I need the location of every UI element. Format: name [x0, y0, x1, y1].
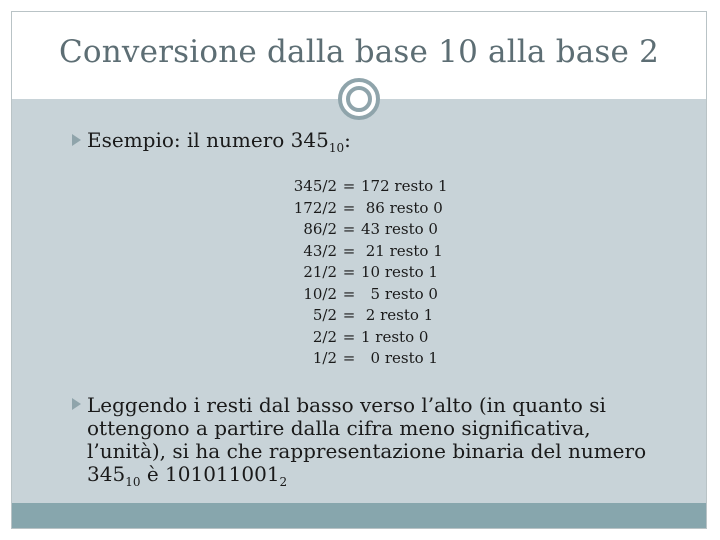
division-expression: 2/2	[312, 327, 337, 346]
conclusion-subscript-base2: 2	[279, 475, 288, 489]
division-result: 0 resto 1	[361, 349, 438, 367]
conclusion-bullet	[72, 394, 652, 489]
equals-sign: =	[342, 284, 356, 303]
equals-sign: =	[342, 349, 356, 367]
division-expression: 10/2	[303, 284, 337, 303]
division-result: 1 resto 0	[361, 327, 429, 346]
conclusion-text	[87, 394, 652, 489]
division-expression: 43/2	[303, 241, 337, 260]
division-row	[270, 327, 471, 349]
division-row	[270, 241, 471, 263]
equals-sign: =	[342, 327, 356, 346]
equals-sign: =	[342, 198, 356, 217]
division-steps	[270, 176, 471, 370]
division-row	[270, 176, 471, 198]
equals-sign: =	[342, 241, 356, 260]
example-text	[87, 128, 351, 155]
conclusion-binary-value: è 101011001	[140, 462, 280, 486]
division-expression: 345/2	[293, 177, 337, 195]
division-row	[270, 305, 471, 327]
division-expression: 172/2	[293, 198, 337, 217]
division-expression: 5/2	[312, 306, 337, 324]
division-row	[270, 348, 471, 370]
equals-sign: =	[342, 306, 356, 324]
example-subscript: 10	[328, 141, 345, 155]
equals-sign: =	[342, 263, 356, 281]
bullet-triangle-icon	[72, 398, 81, 410]
ornament-circle-icon	[338, 78, 380, 120]
example-bullet	[72, 130, 351, 153]
division-row	[270, 284, 471, 306]
equals-sign: =	[342, 177, 356, 195]
division-result: 5 resto 0	[361, 284, 438, 303]
bullet-triangle-icon	[72, 134, 81, 146]
division-result: 21 resto 1	[361, 241, 443, 260]
equals-sign: =	[342, 220, 356, 238]
conclusion-body: Leggendo i resti dal basso verso l’alto (in quanto si ottengono a partire dalla cifra meno significativa, l’unità), si ha che rappresentazione binaria del numero 345	[87, 393, 647, 486]
division-row	[270, 198, 471, 220]
division-result: 86 resto 0	[361, 198, 443, 217]
slide-title: Conversione dalla base 10 alla base 2	[58, 34, 660, 70]
division-expression: 1/2	[312, 349, 337, 367]
conclusion-subscript-base10: 10	[125, 475, 141, 489]
example-suffix: :	[344, 128, 351, 152]
bottom-bar	[12, 503, 706, 528]
division-expression: 86/2	[303, 220, 337, 238]
example-prefix: Esempio: il numero 345	[87, 128, 329, 152]
division-result: 43 resto 0	[361, 220, 438, 238]
division-expression: 21/2	[303, 263, 337, 281]
division-row	[270, 262, 471, 284]
division-result: 172 resto 1	[361, 177, 448, 195]
division-result: 10 resto 1	[361, 263, 438, 281]
division-result: 2 resto 1	[361, 306, 434, 324]
division-row	[270, 219, 471, 241]
